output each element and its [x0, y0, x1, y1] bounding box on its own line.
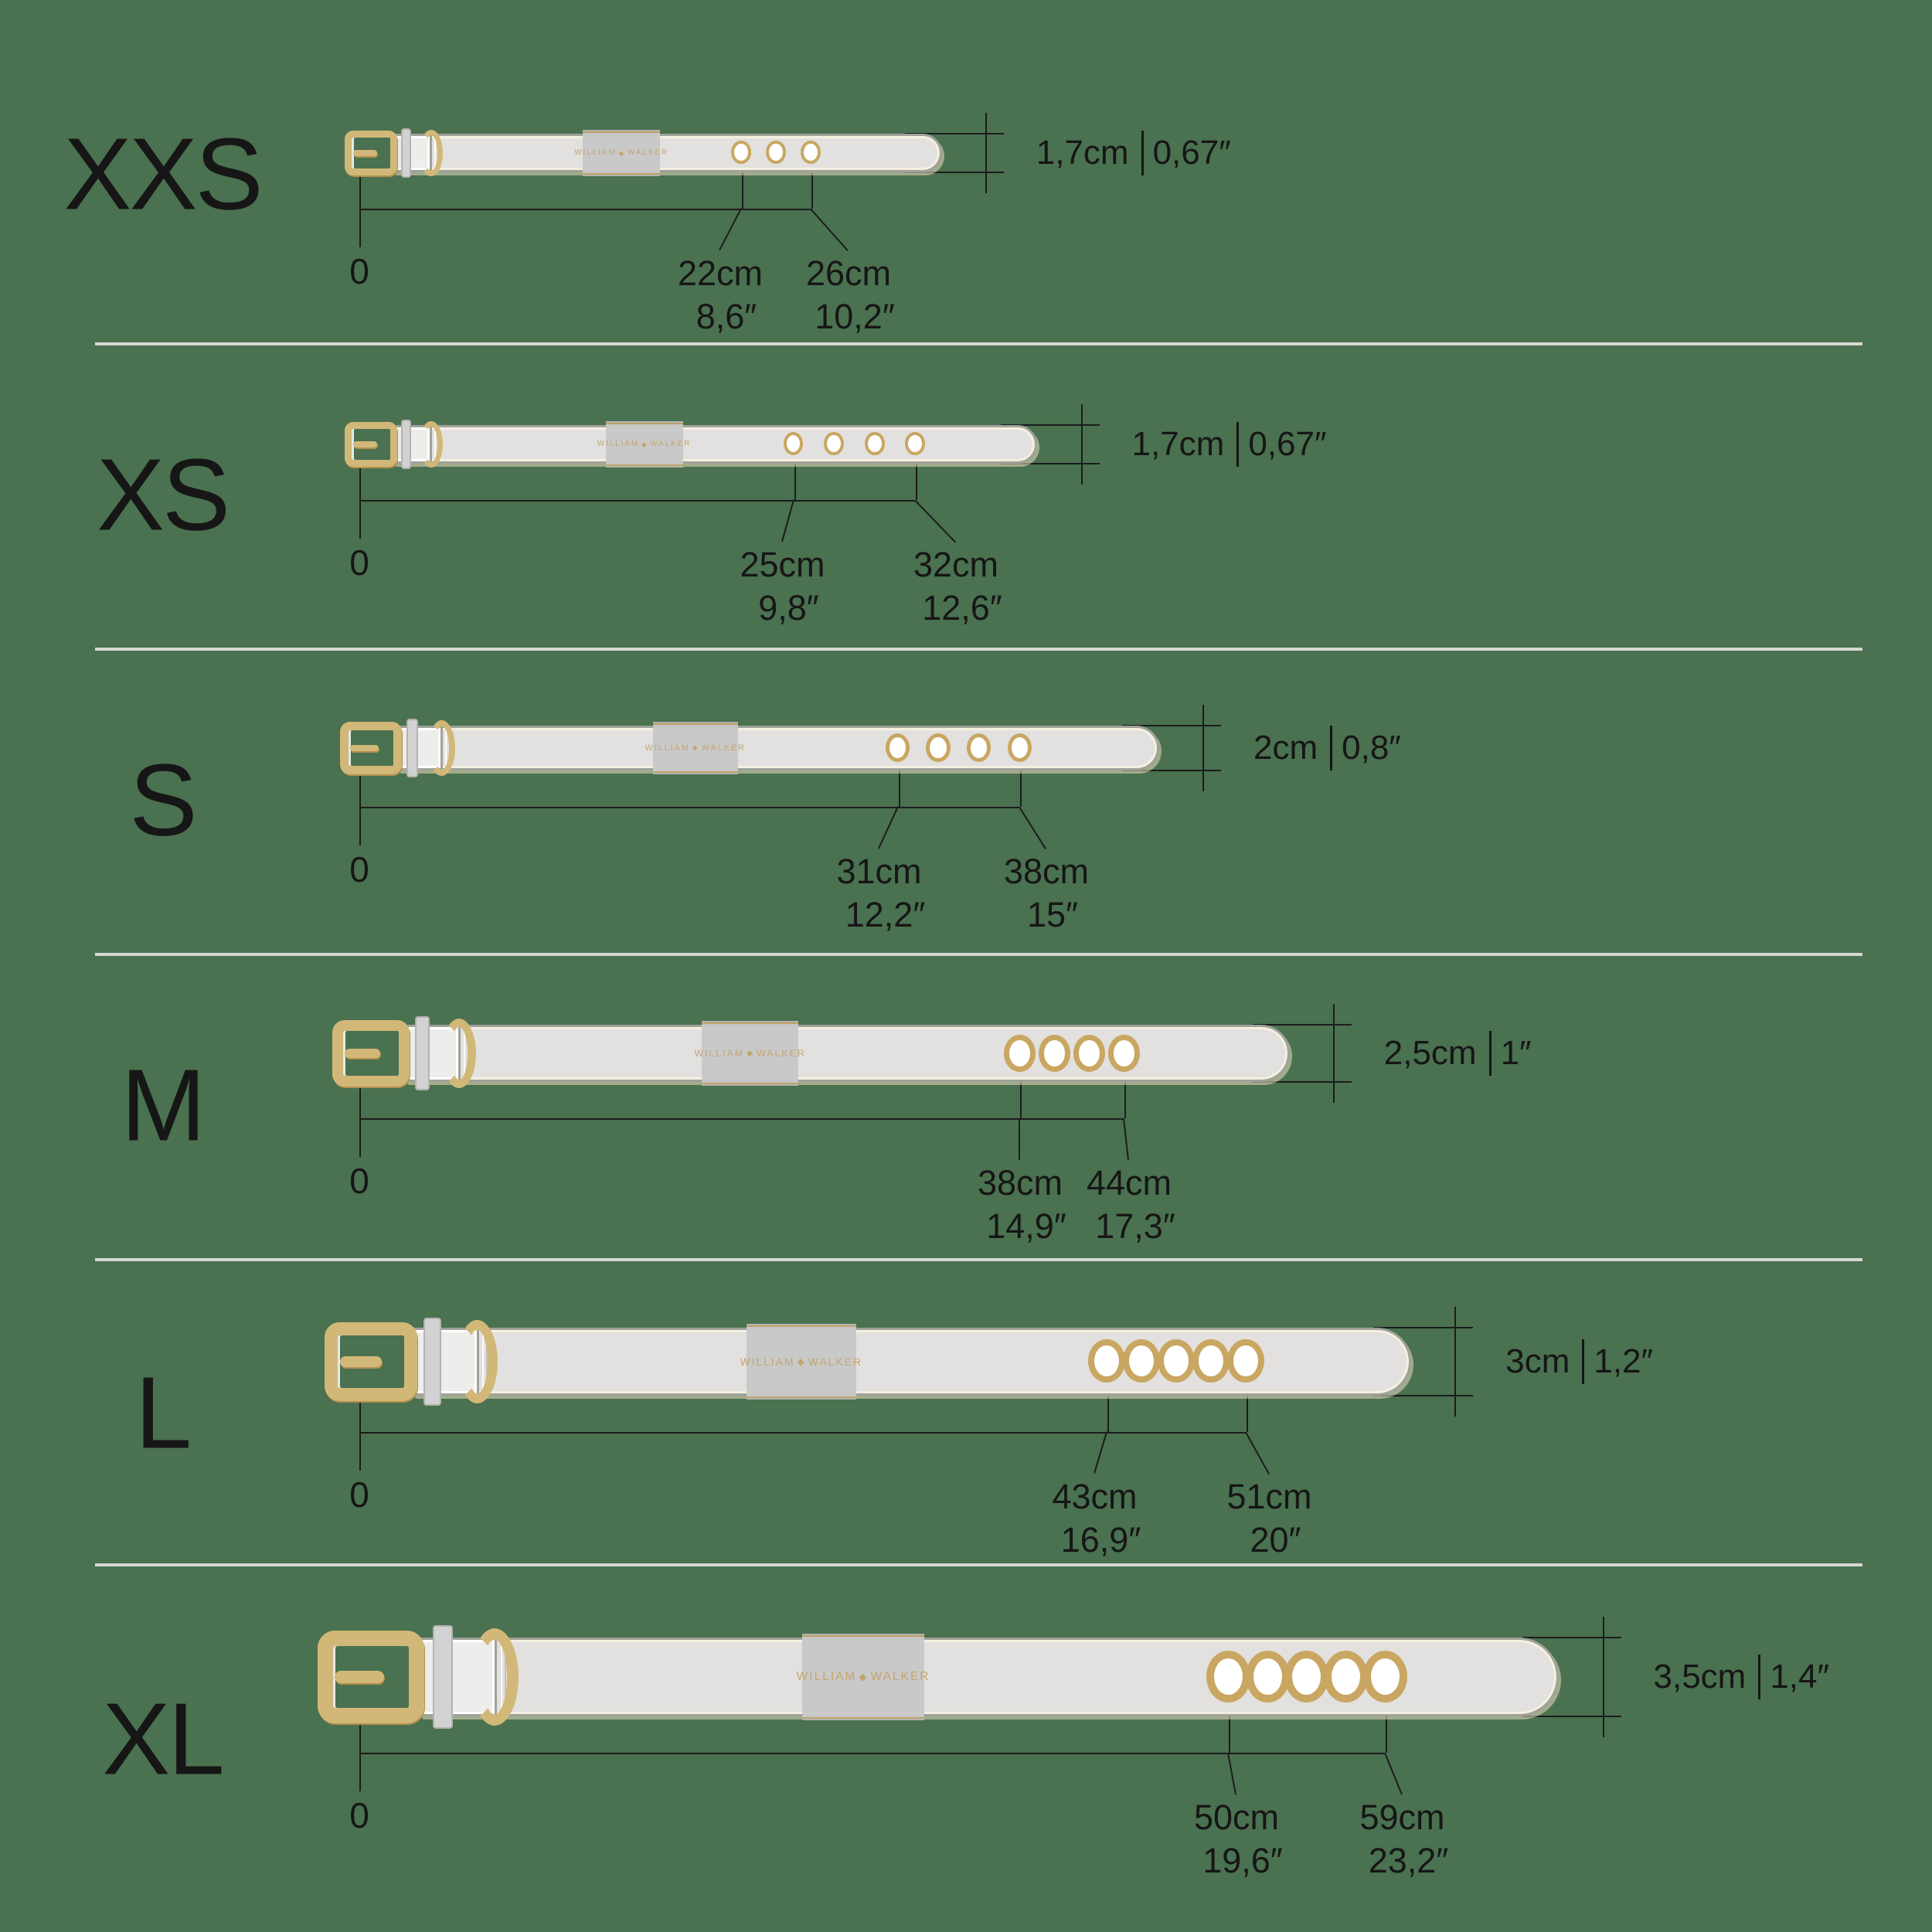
size-label-m: M — [121, 1048, 204, 1162]
width-bracket-vertical — [1333, 1004, 1335, 1103]
buckle-prong-icon — [350, 745, 379, 752]
width-inch-value: 0,8″ — [1342, 729, 1401, 767]
width-bracket-top — [1374, 1327, 1473, 1328]
width-cm-value: 2cm — [1253, 729, 1318, 767]
brand-right: WALKER — [808, 1355, 862, 1368]
hole-leader-diagonal — [781, 499, 794, 542]
buckle-prong-icon — [353, 441, 377, 447]
strap-width-label — [1654, 1652, 1830, 1702]
keeper-icon — [415, 1016, 430, 1090]
strap-hole-icon — [1192, 1339, 1230, 1383]
strap-hole-icon — [1324, 1651, 1368, 1702]
hole-leader-diagonal — [1384, 1753, 1403, 1795]
measurement-inch-label: 9,8″ — [758, 587, 819, 628]
keeper-icon — [433, 1625, 454, 1729]
length-dimension-line — [359, 500, 916, 502]
brand-logo — [574, 148, 668, 157]
hole-leader-diagonal — [878, 807, 899, 849]
buckle-prong-icon — [353, 150, 377, 155]
buckle-prong-icon — [340, 1356, 383, 1366]
measurement-inch-label: 16,9″ — [1060, 1520, 1141, 1560]
strap-width-label — [1505, 1337, 1653, 1386]
strap-hole-icon — [886, 733, 910, 762]
size-label-s: S — [129, 743, 196, 857]
hole-leader-diagonal — [1227, 1753, 1236, 1794]
width-inch-value: 1,4″ — [1770, 1658, 1830, 1696]
brand-logo — [694, 1048, 805, 1059]
measurement-inch-label: 14,9″ — [986, 1206, 1066, 1246]
d-ring-icon — [428, 720, 455, 776]
measurement-cm-label: 25cm — [740, 544, 825, 584]
measurement-inch-label: 20″ — [1250, 1520, 1301, 1560]
keeper-icon — [401, 128, 411, 179]
strap-hole-icon — [1073, 1035, 1104, 1072]
strap-hole-icon — [766, 141, 786, 165]
size-label-xl: XL — [102, 1682, 223, 1796]
measurement-cm-label: 26cm — [805, 253, 892, 293]
collar-strap — [405, 1025, 1290, 1082]
width-divider-bar — [1758, 1655, 1760, 1699]
brand-right: WALKER — [870, 1669, 930, 1683]
d-ring-icon — [420, 130, 443, 177]
width-cm-value: 3,5cm — [1653, 1658, 1747, 1696]
zero-dimension-line — [359, 1085, 361, 1157]
paw-icon: ◆ — [859, 1670, 869, 1682]
measurement-inch-label: 12,6″ — [922, 587, 1002, 628]
strap-hole-icon — [1108, 1035, 1139, 1072]
strap-width-label — [1384, 1029, 1532, 1078]
width-bracket-top — [1522, 1637, 1621, 1638]
brand-left: WILLIAM — [694, 1048, 745, 1059]
measurement-cm-label: 38cm — [1003, 852, 1090, 892]
width-divider-bar — [1582, 1339, 1584, 1384]
separator-line — [95, 953, 1862, 956]
strap-hole-icon — [1227, 1339, 1264, 1383]
strap-hole-icon — [731, 141, 751, 165]
zero-label: 0 — [349, 1475, 369, 1515]
collar-strap — [397, 726, 1159, 771]
brand-left: WILLIAM — [574, 148, 617, 158]
logo-plate — [574, 130, 668, 176]
hole-leader-diagonal — [1123, 1118, 1129, 1160]
length-dimension-line — [359, 1118, 1124, 1120]
zero-label: 0 — [349, 542, 369, 583]
measurement-cm-label: 31cm — [836, 852, 922, 892]
width-cm-value: 1,7cm — [1131, 425, 1225, 463]
width-inch-value: 0,67″ — [1248, 425, 1327, 463]
d-ring-icon — [457, 1320, 498, 1403]
width-cm-value: 2,5cm — [1383, 1034, 1477, 1072]
brand-left: WILLIAM — [597, 440, 639, 449]
strap-hole-icon — [801, 141, 821, 165]
separator-line — [95, 1258, 1862, 1261]
measurement-cm-label: 43cm — [1052, 1477, 1138, 1517]
width-inch-value: 1,2″ — [1594, 1342, 1654, 1380]
logo-plate — [796, 1634, 930, 1721]
zero-dimension-line — [359, 1400, 361, 1471]
measurement-cm-label: 50cm — [1193, 1798, 1280, 1838]
brand-right: WALKER — [628, 148, 668, 158]
strap-hole-icon — [1158, 1339, 1195, 1383]
width-divider-bar — [1141, 131, 1144, 175]
length-dimension-line — [359, 209, 811, 210]
brand-left: WILLIAM — [796, 1669, 857, 1683]
width-divider-bar — [1236, 422, 1239, 467]
hole-leader-diagonal — [915, 500, 956, 543]
strap-hole-icon — [1246, 1651, 1290, 1702]
strap-hole-icon — [865, 432, 885, 456]
strap-hole-icon — [1008, 733, 1032, 762]
strap-hole-icon — [1004, 1035, 1035, 1072]
measurement-inch-label: 15″ — [1027, 895, 1078, 935]
brand-logo — [740, 1355, 862, 1368]
measurement-cm-label: 22cm — [677, 253, 764, 293]
width-divider-bar — [1330, 726, 1332, 770]
logo-plate — [645, 722, 746, 775]
measurement-inch-label: 12,2″ — [845, 895, 926, 935]
brand-logo — [797, 1670, 930, 1684]
buckle-prong-icon — [335, 1671, 384, 1682]
measurement-cm-label: 32cm — [913, 544, 999, 584]
logo-plate — [597, 421, 692, 468]
measurement-cm-label: 51cm — [1226, 1477, 1312, 1517]
strap-hole-icon — [1088, 1339, 1125, 1383]
brand-right: WALKER — [757, 1048, 806, 1059]
length-dimension-line — [359, 1432, 1247, 1434]
brand-right: WALKER — [701, 743, 746, 753]
brand-logo — [597, 440, 692, 448]
width-bracket-vertical — [1081, 404, 1083, 485]
separator-line — [95, 342, 1862, 345]
separator-line — [95, 648, 1862, 651]
width-bracket-bottom — [1374, 1395, 1473, 1396]
keeper-icon — [401, 420, 411, 470]
length-dimension-line — [359, 807, 1020, 808]
strap-width-label — [1132, 420, 1327, 469]
width-bracket-vertical — [1202, 705, 1204, 792]
width-bracket-bottom — [1522, 1716, 1621, 1717]
measurement-cm-label: 59cm — [1359, 1798, 1445, 1838]
strap-width-label — [1253, 723, 1401, 773]
zero-label: 0 — [349, 1795, 369, 1836]
size-label-xxs: XXS — [63, 117, 261, 231]
measurement-inch-label: 23,2″ — [1368, 1841, 1449, 1881]
paw-icon: ◆ — [641, 440, 648, 448]
hole-leader-diagonal — [1094, 1432, 1107, 1475]
logo-plate — [694, 1021, 806, 1086]
keeper-icon — [406, 719, 418, 777]
brand-logo — [645, 743, 746, 753]
brand-left: WILLIAM — [740, 1355, 795, 1368]
zero-dimension-line — [359, 465, 361, 539]
strap-hole-icon — [824, 432, 844, 456]
collar-strap — [393, 425, 1038, 464]
measurement-inch-label: 8,6″ — [696, 296, 757, 336]
d-ring-icon — [471, 1628, 519, 1726]
strap-hole-icon — [1039, 1035, 1070, 1072]
strap-hole-icon — [905, 432, 925, 456]
width-cm-value: 1,7cm — [1036, 134, 1129, 172]
size-label-xs: XS — [96, 437, 229, 552]
size-label-l: L — [134, 1355, 190, 1470]
logo-plate — [740, 1324, 862, 1400]
d-ring-icon — [420, 421, 443, 468]
width-divider-bar — [1489, 1031, 1492, 1076]
hole-leader-diagonal — [811, 209, 849, 251]
width-bracket-vertical — [1454, 1307, 1456, 1417]
measurement-cm-label: 44cm — [1086, 1162, 1172, 1202]
zero-label: 0 — [349, 250, 369, 291]
measurement-inch-label: 17,3″ — [1095, 1206, 1175, 1246]
zero-label: 0 — [349, 1160, 369, 1201]
strap-hole-icon — [926, 733, 950, 762]
strap-hole-icon — [1123, 1339, 1160, 1383]
zero-dimension-line — [359, 174, 361, 247]
d-ring-icon — [442, 1019, 476, 1088]
hole-leader-diagonal — [719, 208, 742, 250]
width-bracket-vertical — [1603, 1617, 1604, 1738]
zero-dimension-line — [359, 773, 361, 845]
hole-leader-diagonal — [1245, 1432, 1270, 1475]
width-bracket-vertical — [985, 113, 987, 193]
keeper-icon — [423, 1318, 441, 1406]
zero-label: 0 — [349, 849, 369, 890]
hole-leader-diagonal — [1019, 807, 1046, 849]
length-dimension-line — [359, 1753, 1386, 1754]
width-cm-value: 3cm — [1505, 1342, 1570, 1380]
brand-left: WILLIAM — [645, 743, 690, 753]
separator-line — [95, 1563, 1862, 1566]
paw-icon: ◆ — [692, 743, 699, 752]
hole-leader-diagonal — [1019, 1118, 1020, 1160]
strap-width-label — [1036, 128, 1231, 178]
width-inch-value: 0,67″ — [1152, 134, 1231, 172]
width-inch-value: 1″ — [1500, 1034, 1532, 1072]
measurement-inch-label: 10,2″ — [815, 296, 895, 336]
strap-hole-icon — [967, 733, 991, 762]
paw-icon: ◆ — [618, 148, 626, 157]
measurement-inch-label: 19,6″ — [1202, 1841, 1283, 1881]
paw-icon: ◆ — [747, 1049, 755, 1058]
brand-right: WALKER — [650, 440, 692, 449]
strap-hole-icon — [1363, 1651, 1407, 1702]
measurement-cm-label: 38cm — [977, 1162, 1063, 1202]
buckle-prong-icon — [345, 1049, 380, 1057]
paw-icon: ◆ — [797, 1355, 806, 1367]
zero-dimension-line — [359, 1722, 361, 1792]
